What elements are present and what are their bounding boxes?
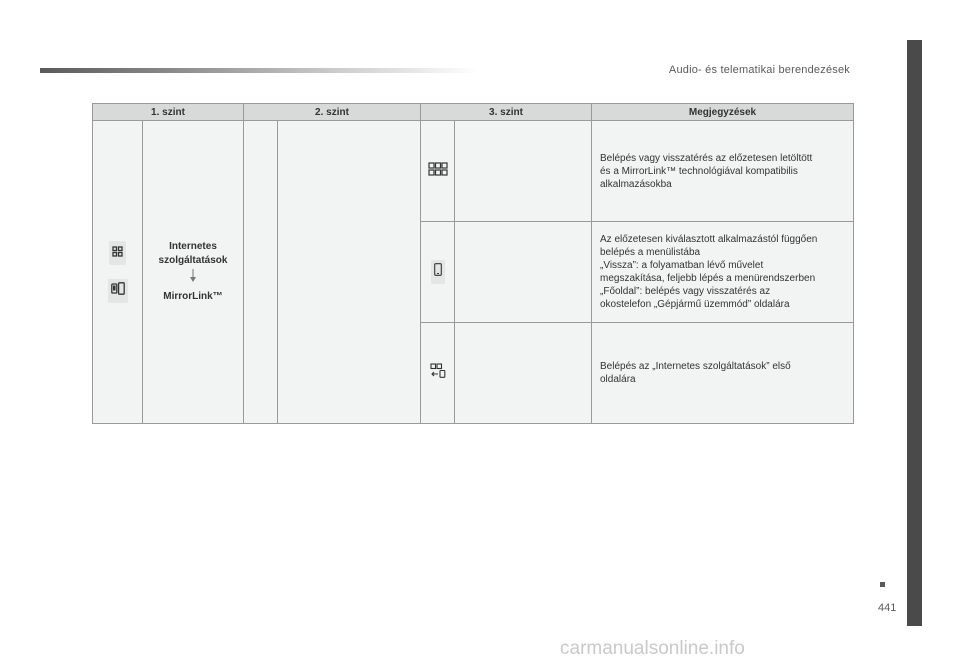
note-line: alkalmazásokba [600, 178, 672, 190]
level3-empty-cell [455, 222, 592, 323]
column-header-notes: Megjegyzések [592, 104, 854, 121]
note-line: Belépés az „Internetes szolgáltatások” első [600, 361, 791, 372]
column-header-level3: 3. szint [421, 104, 592, 121]
note-cell [592, 121, 854, 222]
level3-empty-cell [455, 121, 592, 222]
note-line: oldalára [600, 374, 636, 385]
level2-label-internet: Internetes [169, 241, 217, 252]
table-header-row [93, 104, 854, 121]
level2-label-mirrorlink: MirrorLink™ [163, 291, 223, 302]
side-strip [907, 40, 922, 626]
level2-label-cell [143, 121, 244, 424]
note-line: belépés a menülistába [600, 247, 701, 258]
table-row [93, 121, 854, 222]
note-line: megszakítása, feljebb lépés a menürendszerben [600, 273, 816, 284]
header-title: Audio- és telematikai berendezések [668, 64, 850, 76]
column-header-level2: 2. szint [244, 104, 421, 121]
note-cell [592, 323, 854, 424]
page-marker [880, 582, 885, 587]
level2-empty-text-cell [278, 121, 421, 424]
note-line: „Vissza”: a folyamatban lévő művelet [600, 260, 764, 271]
level3-empty-cell [455, 323, 592, 424]
note-line: „Főoldal”: belépés vagy visszatérés az [600, 286, 771, 297]
note-cell [592, 222, 854, 323]
level3-icon-cell [421, 323, 455, 424]
page-number: 441 [878, 602, 897, 614]
header-gradient-bar [40, 68, 480, 73]
grid-small-icon [109, 241, 126, 265]
level2-empty-icon-cell [244, 121, 278, 424]
note-line: Az előzetesen kiválasztott alkalmazástól függően [600, 234, 818, 245]
level3-icon-cell [421, 222, 455, 323]
note-line: és a MirrorLink™ technológiával kompatibilis [600, 165, 798, 177]
watermark: carmanualsonline.info [560, 638, 745, 659]
column-header-level1: 1. szint [93, 104, 244, 121]
phone-icon [431, 260, 445, 284]
mirrorlink-phone-icon [108, 279, 128, 303]
grid-phone-return-icon [430, 363, 446, 378]
level2-label-services: szolgáltatások [158, 255, 228, 266]
menu-table [92, 103, 854, 424]
arrow-down-icon [188, 269, 198, 288]
level3-icon-cell [421, 121, 455, 222]
note-line: okostelefon „Gépjármű üzemmód” oldalára [600, 299, 790, 310]
level1-icon-cell [93, 121, 143, 424]
note-line: Belépés vagy visszatérés az előzetesen letöltött [600, 152, 813, 164]
grid-apps-icon [428, 162, 448, 176]
